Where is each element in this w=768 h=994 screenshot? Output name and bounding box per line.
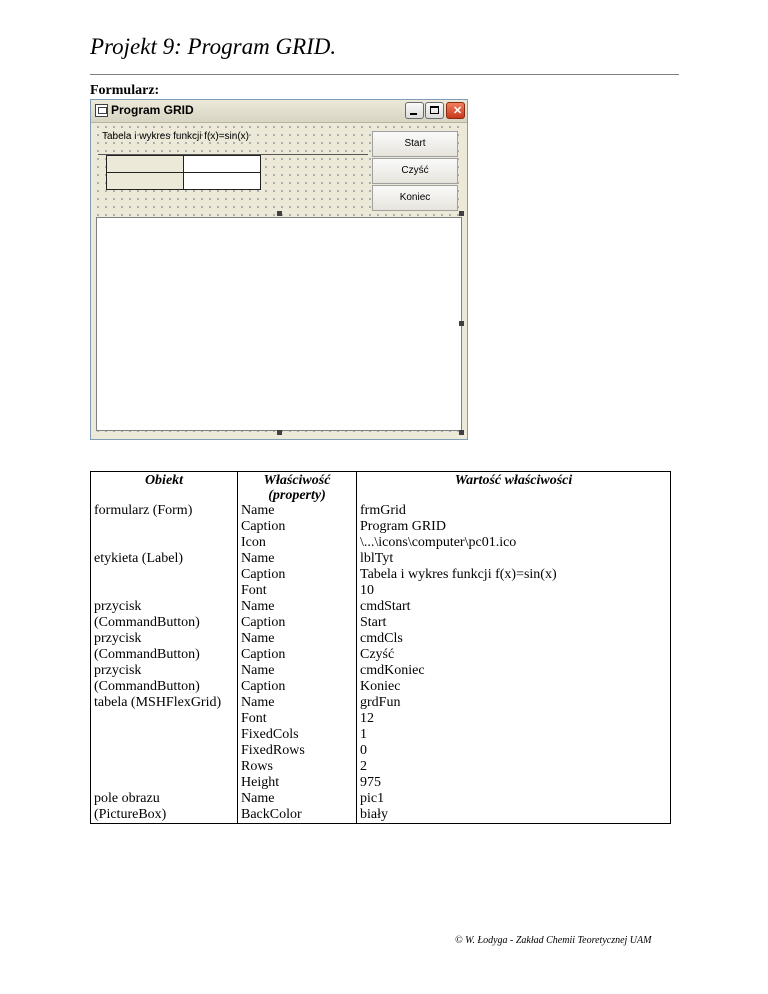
object-cell xyxy=(91,599,238,631)
property-cell-line: Caption xyxy=(241,615,286,630)
value-cell xyxy=(357,791,671,824)
table-row xyxy=(91,503,671,551)
object-cell-line: tabela (MSHFlexGrid) xyxy=(94,695,222,710)
table-header-row xyxy=(91,472,671,504)
section-label: Formularz: xyxy=(90,83,160,98)
grid-row xyxy=(107,173,261,190)
object-cell xyxy=(91,791,238,824)
grid-cell[interactable] xyxy=(184,173,261,190)
value-cell xyxy=(357,631,671,663)
value-cell-line: pic1 xyxy=(360,791,385,806)
property-cell-line: Caption xyxy=(241,519,286,534)
property-cell-line: FixedCols xyxy=(241,727,299,742)
table-row xyxy=(91,599,671,631)
value-cell-line: grdFun xyxy=(360,695,401,710)
value-cell-line: 0 xyxy=(360,743,367,758)
value-cell-line: 10 xyxy=(360,583,374,598)
properties-table xyxy=(90,471,671,824)
resize-handle[interactable] xyxy=(459,430,464,435)
header-value: Wartość właściwości xyxy=(357,472,671,504)
minimize-button[interactable] xyxy=(405,102,424,119)
value-cell-line: frmGrid xyxy=(360,503,406,518)
property-cell-line: Font xyxy=(241,711,267,726)
maximize-button[interactable] xyxy=(425,102,444,119)
object-cell xyxy=(91,631,238,663)
value-cell xyxy=(357,503,671,551)
value-cell-line: Koniec xyxy=(360,679,401,694)
value-cell xyxy=(357,663,671,695)
value-cell-line: 12 xyxy=(360,711,374,726)
value-cell xyxy=(357,551,671,599)
table-row xyxy=(91,631,671,663)
top-panel xyxy=(96,125,462,211)
value-cell-line: 975 xyxy=(360,775,381,790)
object-cell xyxy=(91,551,238,599)
value-cell-line: cmdKoniec xyxy=(360,663,425,678)
table-body xyxy=(91,503,671,824)
property-cell xyxy=(238,791,357,824)
value-cell-line: Tabela i wykres funkcji f(x)=sin(x) xyxy=(360,567,557,582)
property-cell-line: BackColor xyxy=(241,807,302,822)
title-label: Tabela i wykres funkcji f(x)=sin(x) xyxy=(102,131,249,142)
copyright-footer: © W. Łodyga - Zakład Chemii Teoretycznej UAM xyxy=(455,935,652,946)
title-divider xyxy=(90,74,679,75)
property-cell-line: FixedRows xyxy=(241,743,305,758)
property-cell-line: Name xyxy=(241,663,275,678)
value-cell-line: 2 xyxy=(360,759,367,774)
object-cell-line: (CommandButton) xyxy=(94,679,200,694)
property-cell-line: Font xyxy=(241,583,267,598)
object-cell xyxy=(91,503,238,551)
value-cell xyxy=(357,599,671,631)
exit-button[interactable]: Koniec xyxy=(372,185,458,211)
object-cell-line: (PictureBox) xyxy=(94,807,167,822)
object-cell xyxy=(91,695,238,791)
window-titlebar xyxy=(91,100,467,123)
page-title: Projekt 9: Program GRID. xyxy=(90,34,337,59)
object-cell-line: etykieta (Label) xyxy=(94,551,184,566)
property-cell-line: Height xyxy=(241,775,280,790)
header-property: Właściwość (property) xyxy=(238,472,357,504)
header-object: Obiekt xyxy=(91,472,238,504)
clear-button[interactable]: Czyść xyxy=(372,158,458,184)
value-cell xyxy=(357,695,671,791)
grid-row xyxy=(107,156,261,173)
window-title: Program GRID xyxy=(111,103,194,117)
property-cell xyxy=(238,631,357,663)
value-cell-line: 1 xyxy=(360,727,367,742)
flex-grid[interactable] xyxy=(106,155,261,190)
close-button[interactable] xyxy=(446,102,465,119)
property-cell-line: Caption xyxy=(241,679,286,694)
object-cell-line: formularz (Form) xyxy=(94,503,193,518)
property-cell-line: Name xyxy=(241,695,275,710)
property-cell-line: Name xyxy=(241,503,275,518)
computer-icon xyxy=(95,104,108,117)
property-cell xyxy=(238,663,357,695)
property-cell-line: Icon xyxy=(241,535,266,550)
table-row xyxy=(91,663,671,695)
property-cell xyxy=(238,695,357,791)
value-cell-line: lblTyt xyxy=(360,551,394,566)
property-cell-line: Rows xyxy=(241,759,273,774)
value-cell-line: \...\icons\computer\pc01.ico xyxy=(360,535,517,550)
object-cell-line: przycisk xyxy=(94,631,142,646)
value-cell-line: Program GRID xyxy=(360,519,446,534)
table-row xyxy=(91,695,671,791)
minimize-icon xyxy=(410,113,417,115)
property-cell xyxy=(238,599,357,631)
property-cell-line: Name xyxy=(241,791,275,806)
object-cell-line: (CommandButton) xyxy=(94,615,200,630)
form-client-area xyxy=(94,123,464,436)
resize-handle[interactable] xyxy=(277,430,282,435)
resize-handle[interactable] xyxy=(459,211,464,216)
grid-fixed-cell xyxy=(107,173,184,190)
value-cell-line: Start xyxy=(360,615,387,630)
property-cell-line: Caption xyxy=(241,647,286,662)
table-row xyxy=(91,791,671,824)
value-cell-line: cmdStart xyxy=(360,599,411,614)
picture-box[interactable] xyxy=(96,217,462,431)
object-cell-line: przycisk xyxy=(94,599,142,614)
object-cell-line: (CommandButton) xyxy=(94,647,200,662)
resize-handle[interactable] xyxy=(277,211,282,216)
start-button[interactable]: Start xyxy=(372,131,458,157)
table-row xyxy=(91,551,671,599)
maximize-icon xyxy=(430,106,439,114)
object-cell-line: przycisk xyxy=(94,663,142,678)
property-cell-line: Name xyxy=(241,631,275,646)
property-cell xyxy=(238,551,357,599)
form-window-screenshot xyxy=(90,99,468,440)
property-cell-line: Name xyxy=(241,599,275,614)
object-cell-line: pole obrazu xyxy=(94,791,160,806)
value-cell-line: biały xyxy=(360,807,388,822)
value-cell-line: Czyść xyxy=(360,647,395,662)
value-cell-line: cmdCls xyxy=(360,631,403,646)
grid-fixed-cell xyxy=(107,156,184,173)
property-cell xyxy=(238,503,357,551)
object-cell xyxy=(91,663,238,695)
resize-handle[interactable] xyxy=(459,321,464,326)
property-cell-line: Name xyxy=(241,551,275,566)
grid-cell[interactable] xyxy=(184,156,261,173)
close-icon: ✕ xyxy=(453,105,463,117)
property-cell-line: Caption xyxy=(241,567,286,582)
